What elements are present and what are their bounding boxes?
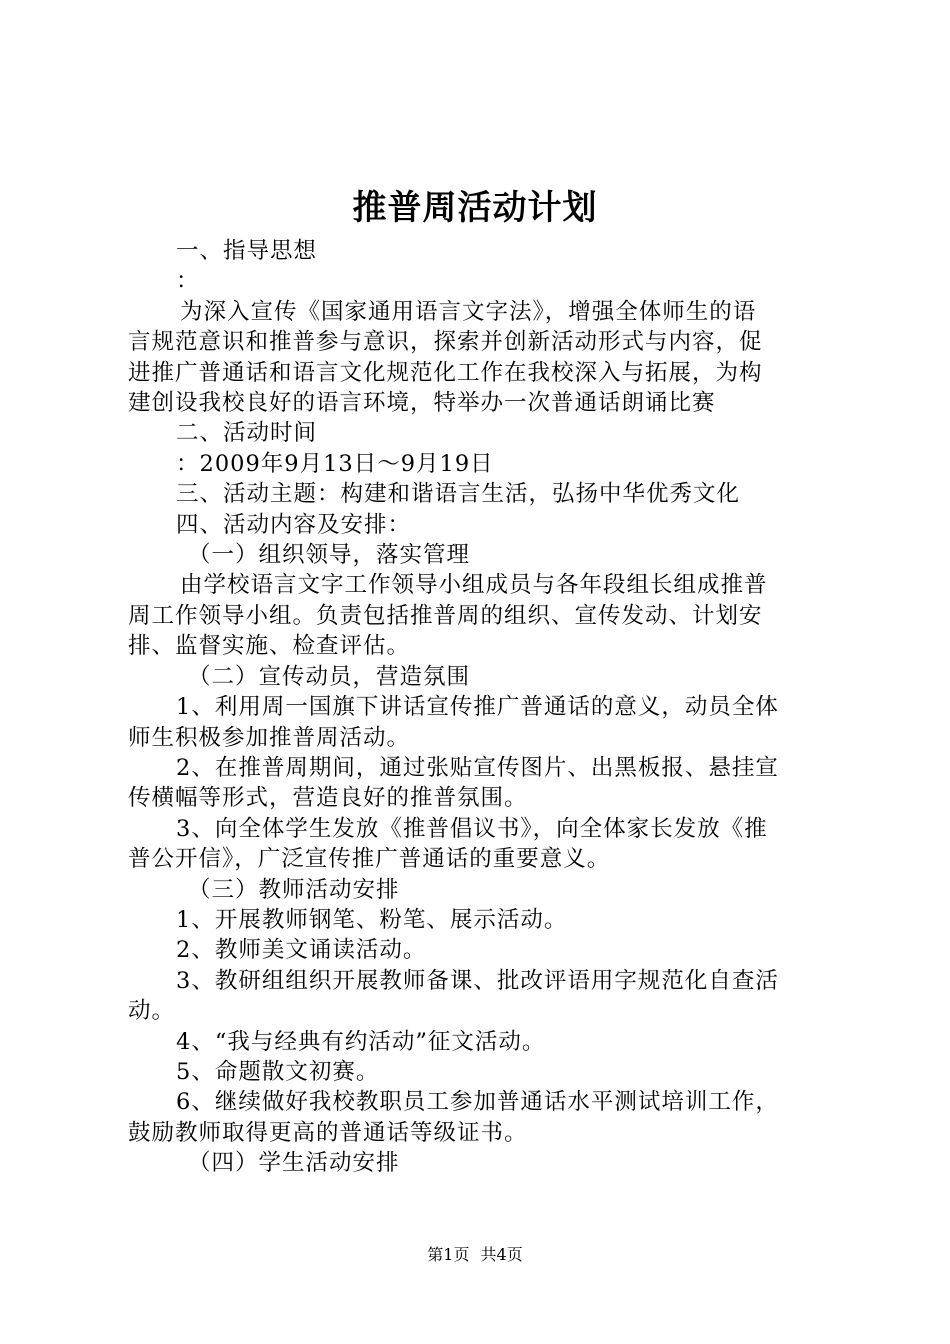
list-item: 1、开展教师钢笔、粉笔、展示活动。	[176, 906, 568, 933]
text-line: ：	[176, 268, 200, 295]
paragraph-line: 由学校语言文字工作领导小组成员与各年段组长组成推普	[180, 572, 768, 599]
list-item: 6、继续做好我校教职员工参加普通话水平测试培训工作，	[176, 1089, 779, 1116]
section-heading-guiding-idea: 一、指导思想	[176, 238, 318, 264]
paragraph-line: 师生积极参加推普周活动。	[128, 724, 411, 751]
list-item: 5、命题散文初赛。	[176, 1058, 380, 1085]
section-heading-theme: 三、活动主题：构建和谐语言生活，弘扬中华优秀文化	[176, 481, 741, 508]
list-item: 2、在推普周期间，通过张贴宣传图片、出黑板报、悬挂宣	[176, 754, 779, 781]
document-body	[128, 236, 830, 1179]
activity-date-range: ：2009年9月13日～9月19日	[176, 450, 494, 477]
page-total: 共4页	[480, 1245, 523, 1264]
paragraph-line: 排、监督实施、检查评估。	[128, 633, 411, 660]
paragraph-line: 建创设我校良好的语言环境，特举办一次普通话朗诵比赛	[128, 390, 716, 417]
list-item: 4、“我与经典有约活动”征文活动。	[176, 1028, 546, 1055]
paragraph-line: 进推广普通话和语言文化规范化工作在我校深入与拓展，为构	[128, 359, 763, 386]
paragraph-line: 普公开信》，广泛宣传推广普通话的重要意义。	[128, 846, 611, 873]
subsection-heading: （一）组织领导，落实管理	[188, 542, 471, 569]
document-title: 推普周活动计划	[352, 188, 598, 228]
page-number: 第1页	[427, 1245, 470, 1264]
paragraph-line: 传横幅等形式，营造良好的推普氛围。	[128, 785, 528, 812]
section-heading-activity-time: 二、活动时间	[176, 420, 318, 447]
list-item: 2、教师美文诵读活动。	[176, 937, 427, 964]
paragraph-line: 周工作领导小组。负责包括推普周的组织、宣传发动、计划安	[128, 602, 763, 629]
paragraph-line: 鼓励教师取得更高的普通话等级证书。	[128, 1119, 528, 1146]
list-item: 1、利用周一国旗下讲话宣传推广普通话的意义，动员全体	[176, 694, 779, 721]
list-item: 3、向全体学生发放《推普倡议书》，向全体家长发放《推	[176, 815, 768, 842]
paragraph-line: 为深入宣传《国家通用语言文字法》，增强全体师生的语	[180, 298, 757, 325]
paragraph-line: 动。	[128, 998, 176, 1025]
list-item: 3、教研组组织开展教师备课、批改评语用字规范化自查活	[176, 967, 779, 994]
section-heading-content: 四、活动内容及安排：	[176, 511, 412, 538]
subsection-heading: （二）宣传动员，营造氛围	[188, 663, 471, 690]
page-footer	[0, 1244, 950, 1266]
subsection-heading: （四）学生活动安排	[188, 1150, 400, 1177]
paragraph-line: 言规范意识和推普参与意识，探索并创新活动形式与内容，促	[128, 329, 763, 356]
subsection-heading: （三）教师活动安排	[188, 876, 400, 903]
